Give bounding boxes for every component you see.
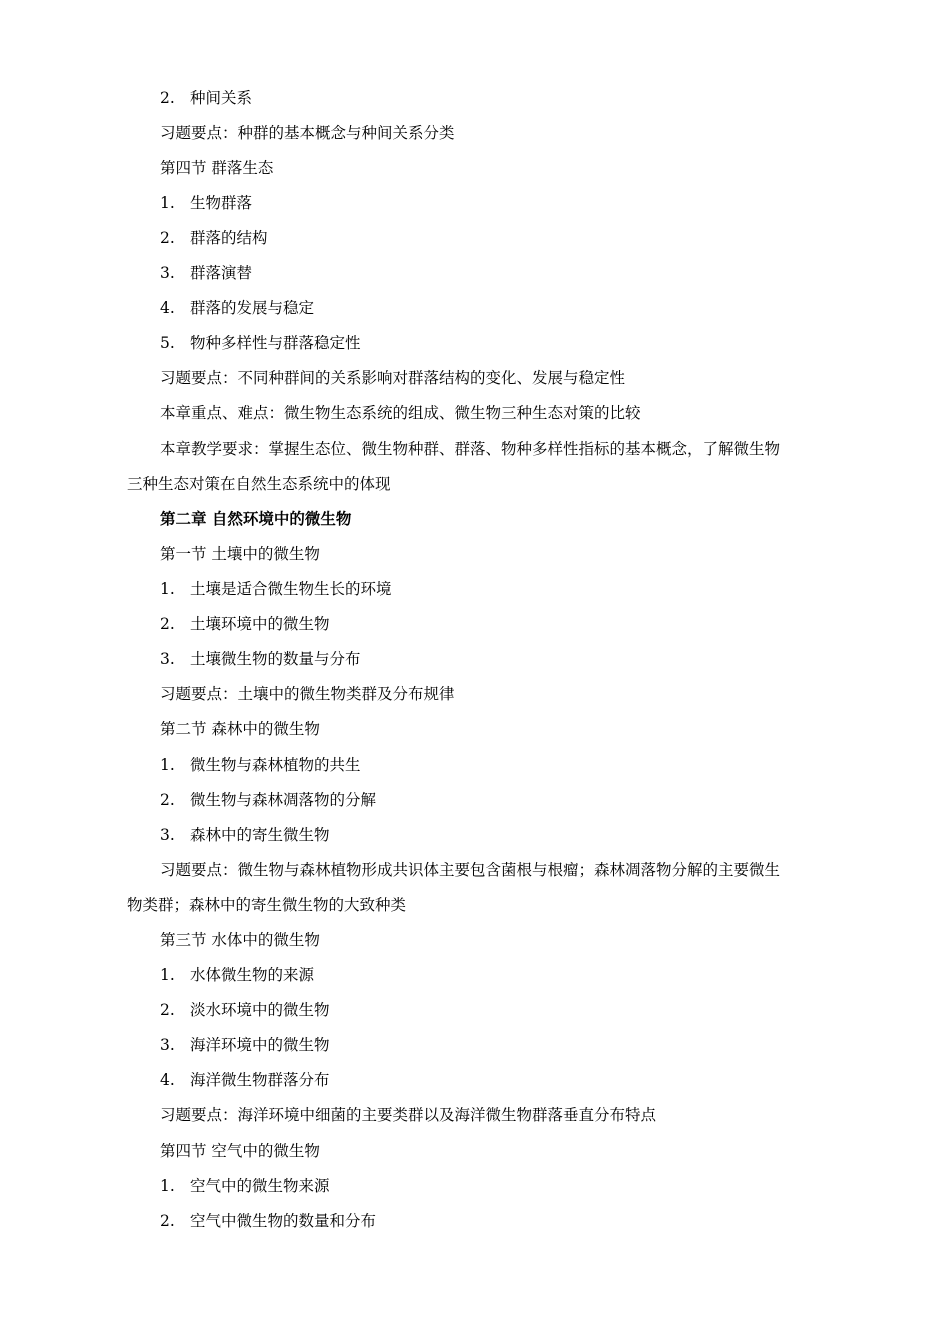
- list-item: [160, 1000, 330, 1020]
- list-item: [160, 649, 361, 669]
- section-heading: 第四节 空气中的微生物: [160, 1142, 320, 1160]
- list-text: 物种多样性与群落稳定性: [190, 334, 361, 352]
- chapter-key-points: 本章重点、难点：微生物生态系统的组成、微生物三种生态对策的比较: [160, 404, 641, 422]
- section-heading: 第一节 土壤中的微生物: [160, 545, 320, 563]
- list-number: 3.: [160, 826, 175, 844]
- teaching-requirements-cont: 三种生态对策在自然生态系统中的体现: [127, 475, 391, 493]
- exercise-note: 习题要点：不同种群间的关系影响对群落结构的变化、发展与稳定性: [160, 369, 626, 387]
- list-item: [160, 1070, 330, 1090]
- list-number: 5.: [160, 334, 175, 352]
- list-text: 淡水环境中的微生物: [190, 1001, 330, 1019]
- list-item: [160, 579, 392, 599]
- list-number: 2.: [160, 791, 175, 809]
- list-text: 微生物与森林植物的共生: [190, 756, 361, 774]
- list-text: 空气中微生物的数量和分布: [190, 1212, 377, 1230]
- list-text: 空气中的微生物来源: [190, 1177, 330, 1195]
- list-text: 海洋环境中的微生物: [190, 1036, 330, 1054]
- teaching-requirements: 本章教学要求：掌握生态位、微生物种群、群落、物种多样性指标的基本概念，了解微生物: [160, 440, 781, 458]
- list-number: 3.: [160, 264, 175, 282]
- list-number: 1.: [160, 756, 175, 774]
- list-number: 2.: [160, 89, 175, 107]
- list-number: 1.: [160, 1177, 175, 1195]
- list-text: 土壤环境中的微生物: [190, 615, 330, 633]
- exercise-note-cont: 物类群；森林中的寄生微生物的大致种类: [127, 896, 407, 914]
- exercise-note: 习题要点：种群的基本概念与种间关系分类: [160, 124, 455, 142]
- list-number: 4.: [160, 299, 175, 317]
- exercise-note: 习题要点：土壤中的微生物类群及分布规律: [160, 685, 455, 703]
- section-heading: 第四节 群落生态: [160, 159, 274, 177]
- list-text: 种间关系: [190, 89, 253, 107]
- list-item: [160, 263, 252, 283]
- list-number: 3.: [160, 650, 175, 668]
- list-text: 海洋微生物群落分布: [190, 1071, 330, 1089]
- list-item: [160, 614, 330, 634]
- list-text: 水体微生物的来源: [190, 966, 315, 984]
- list-number: 1.: [160, 966, 175, 984]
- list-text: 群落演替: [190, 264, 253, 282]
- list-text: 生物群落: [190, 194, 253, 212]
- exercise-note: 习题要点：微生物与森林植物形成共识体主要包含菌根与根瘤；森林凋落物分解的主要微生: [160, 861, 781, 879]
- list-text: 森林中的寄生微生物: [190, 826, 330, 844]
- chapter-heading: 第二章 自然环境中的微生物: [160, 509, 352, 528]
- list-number: 1.: [160, 580, 175, 598]
- list-number: 2.: [160, 1212, 175, 1230]
- list-text: 土壤是适合微生物生长的环境: [190, 580, 392, 598]
- list-item: [160, 228, 268, 248]
- list-item: [160, 825, 330, 845]
- list-text: 微生物与森林凋落物的分解: [190, 791, 377, 809]
- list-text: 土壤微生物的数量与分布: [190, 650, 361, 668]
- list-item: [160, 1211, 376, 1231]
- list-number: 2.: [160, 1001, 175, 1019]
- list-item: [160, 333, 361, 353]
- section-heading: 第二节 森林中的微生物: [160, 720, 320, 738]
- list-text: 群落的发展与稳定: [190, 299, 315, 317]
- list-number: 2.: [160, 615, 175, 633]
- list-item: [160, 755, 361, 775]
- list-item: [160, 298, 314, 318]
- list-item: [160, 790, 376, 810]
- list-item: [160, 1035, 330, 1055]
- list-number: 2.: [160, 229, 175, 247]
- list-item: [160, 88, 252, 108]
- list-item: [160, 1176, 330, 1196]
- section-heading: 第三节 水体中的微生物: [160, 931, 320, 949]
- list-number: 1.: [160, 194, 175, 212]
- list-item: [160, 965, 314, 985]
- list-item: [160, 193, 252, 213]
- exercise-note: 习题要点：海洋环境中细菌的主要类群以及海洋微生物群落垂直分布特点: [160, 1106, 657, 1124]
- list-text: 群落的结构: [190, 229, 268, 247]
- list-number: 3.: [160, 1036, 175, 1054]
- list-number: 4.: [160, 1071, 175, 1089]
